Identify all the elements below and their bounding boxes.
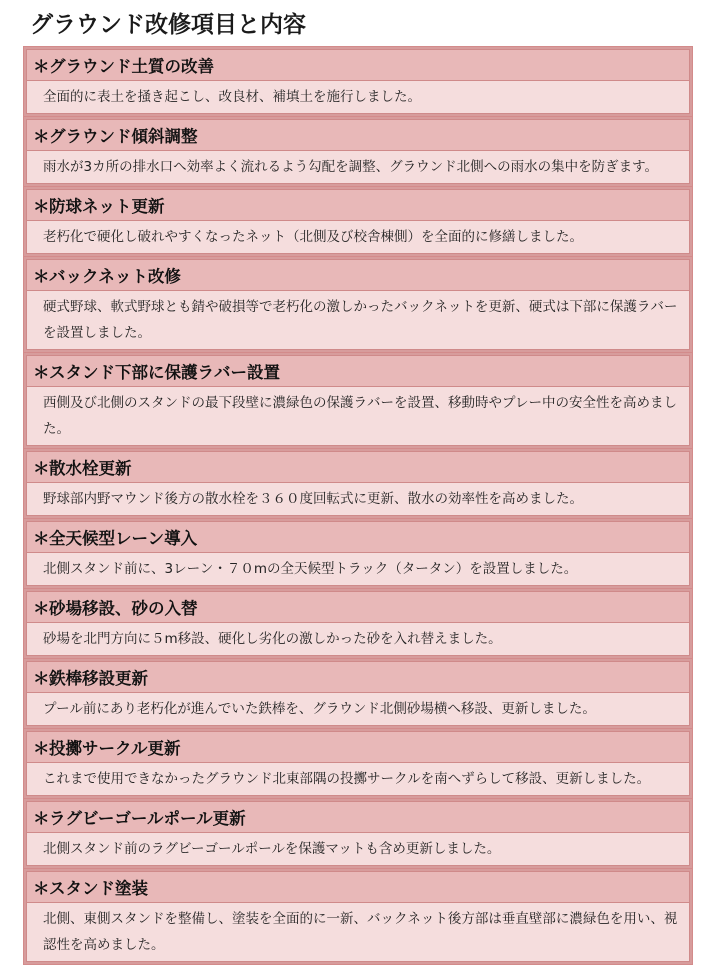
item-description: 全面的に表土を掻き起こし、改良材、補填土を施行しました。 <box>26 81 690 114</box>
list-item <box>24 518 692 588</box>
item-heading-text: 投擲サークル更新 <box>49 739 181 758</box>
asterisk-icon: ＊ <box>33 669 50 688</box>
item-heading <box>26 591 690 623</box>
list-item <box>24 47 692 116</box>
item-description: 北側スタンド前のラグビーゴールポールを保護マットも含め更新しました。 <box>26 833 690 866</box>
asterisk-icon: ＊ <box>33 267 50 286</box>
asterisk-icon: ＊ <box>33 809 50 828</box>
list-item <box>24 868 692 964</box>
item-description: 北側、東側スタンドを整備し、塗装を全面的に一新、バックネット後方部は垂直壁部に濃緑色を用い、視認性を高めました。 <box>26 903 690 962</box>
list-item <box>24 256 692 352</box>
asterisk-icon: ＊ <box>33 363 50 382</box>
item-heading-text: グラウンド傾斜調整 <box>49 127 198 146</box>
item-heading-text: 全天候型レーン導入 <box>49 529 198 548</box>
item-heading <box>26 801 690 833</box>
item-description: これまで使用できなかったグラウンド北東部隅の投擲サークルを南へずらして移設、更新しました。 <box>26 763 690 796</box>
item-heading-text: グラウンド土質の改善 <box>49 57 214 76</box>
item-heading <box>26 49 690 81</box>
item-heading <box>26 731 690 763</box>
item-description: 硬式野球、軟式野球とも錆や破損等で老朽化の激しかったバックネットを更新、硬式は下部に保護ラバーを設置しました。 <box>26 291 690 350</box>
item-description: 砂場を北門方向に５m移設、硬化し劣化の激しかった砂を入れ替えました。 <box>26 623 690 656</box>
asterisk-icon: ＊ <box>33 529 50 548</box>
item-heading-text: スタンド塗装 <box>49 879 148 898</box>
list-item <box>24 116 692 186</box>
item-description: 野球部内野マウンド後方の散水栓を３６０度回転式に更新、散水の効率性を高めました。 <box>26 483 690 516</box>
item-heading <box>26 119 690 151</box>
item-heading-text: ラグビーゴールポール更新 <box>49 809 246 828</box>
asterisk-icon: ＊ <box>33 739 50 758</box>
list-item <box>24 728 692 798</box>
asterisk-icon: ＊ <box>33 599 50 618</box>
item-heading <box>26 259 690 291</box>
item-heading-text: 鉄棒移設更新 <box>49 669 148 688</box>
asterisk-icon: ＊ <box>33 879 50 898</box>
list-item <box>24 798 692 868</box>
item-heading <box>26 661 690 693</box>
asterisk-icon: ＊ <box>33 57 50 76</box>
item-heading <box>26 189 690 221</box>
asterisk-icon: ＊ <box>33 459 50 478</box>
item-heading-text: スタンド下部に保護ラバー設置 <box>49 363 280 382</box>
list-item <box>24 588 692 658</box>
item-description: 老朽化で硬化し破れやすくなったネット（北側及び校舎棟側）を全面的に修繕しました。 <box>26 221 690 254</box>
item-description: 北側スタンド前に、3レーン・７０mの全天候型トラック（タータン）を設置しました。 <box>26 553 690 586</box>
list-item <box>24 352 692 448</box>
page-title: グラウンド改修項目と内容 <box>30 12 306 38</box>
item-heading-text: 散水栓更新 <box>49 459 132 478</box>
renovation-table <box>23 46 693 965</box>
list-item <box>24 186 692 256</box>
item-heading-text: 防球ネット更新 <box>49 197 165 216</box>
item-heading <box>26 521 690 553</box>
item-heading <box>26 355 690 387</box>
asterisk-icon: ＊ <box>33 197 50 216</box>
item-description: プール前にあり老朽化が進んでいた鉄棒を、グラウンド北側砂場横へ移設、更新しました。 <box>26 693 690 726</box>
asterisk-icon: ＊ <box>33 127 50 146</box>
item-description: 西側及び北側のスタンドの最下段壁に濃緑色の保護ラバーを設置、移動時やプレー中の安全性を高めました。 <box>26 387 690 446</box>
item-heading <box>26 871 690 903</box>
list-item <box>24 448 692 518</box>
item-heading-text: バックネット改修 <box>49 267 181 286</box>
item-description: 雨水が3カ所の排水口へ効率よく流れるよう勾配を調整、グラウンド北側への雨水の集中を防ぎます。 <box>26 151 690 184</box>
item-heading <box>26 451 690 483</box>
list-item <box>24 658 692 728</box>
item-heading-text: 砂場移設、砂の入替 <box>49 599 198 618</box>
